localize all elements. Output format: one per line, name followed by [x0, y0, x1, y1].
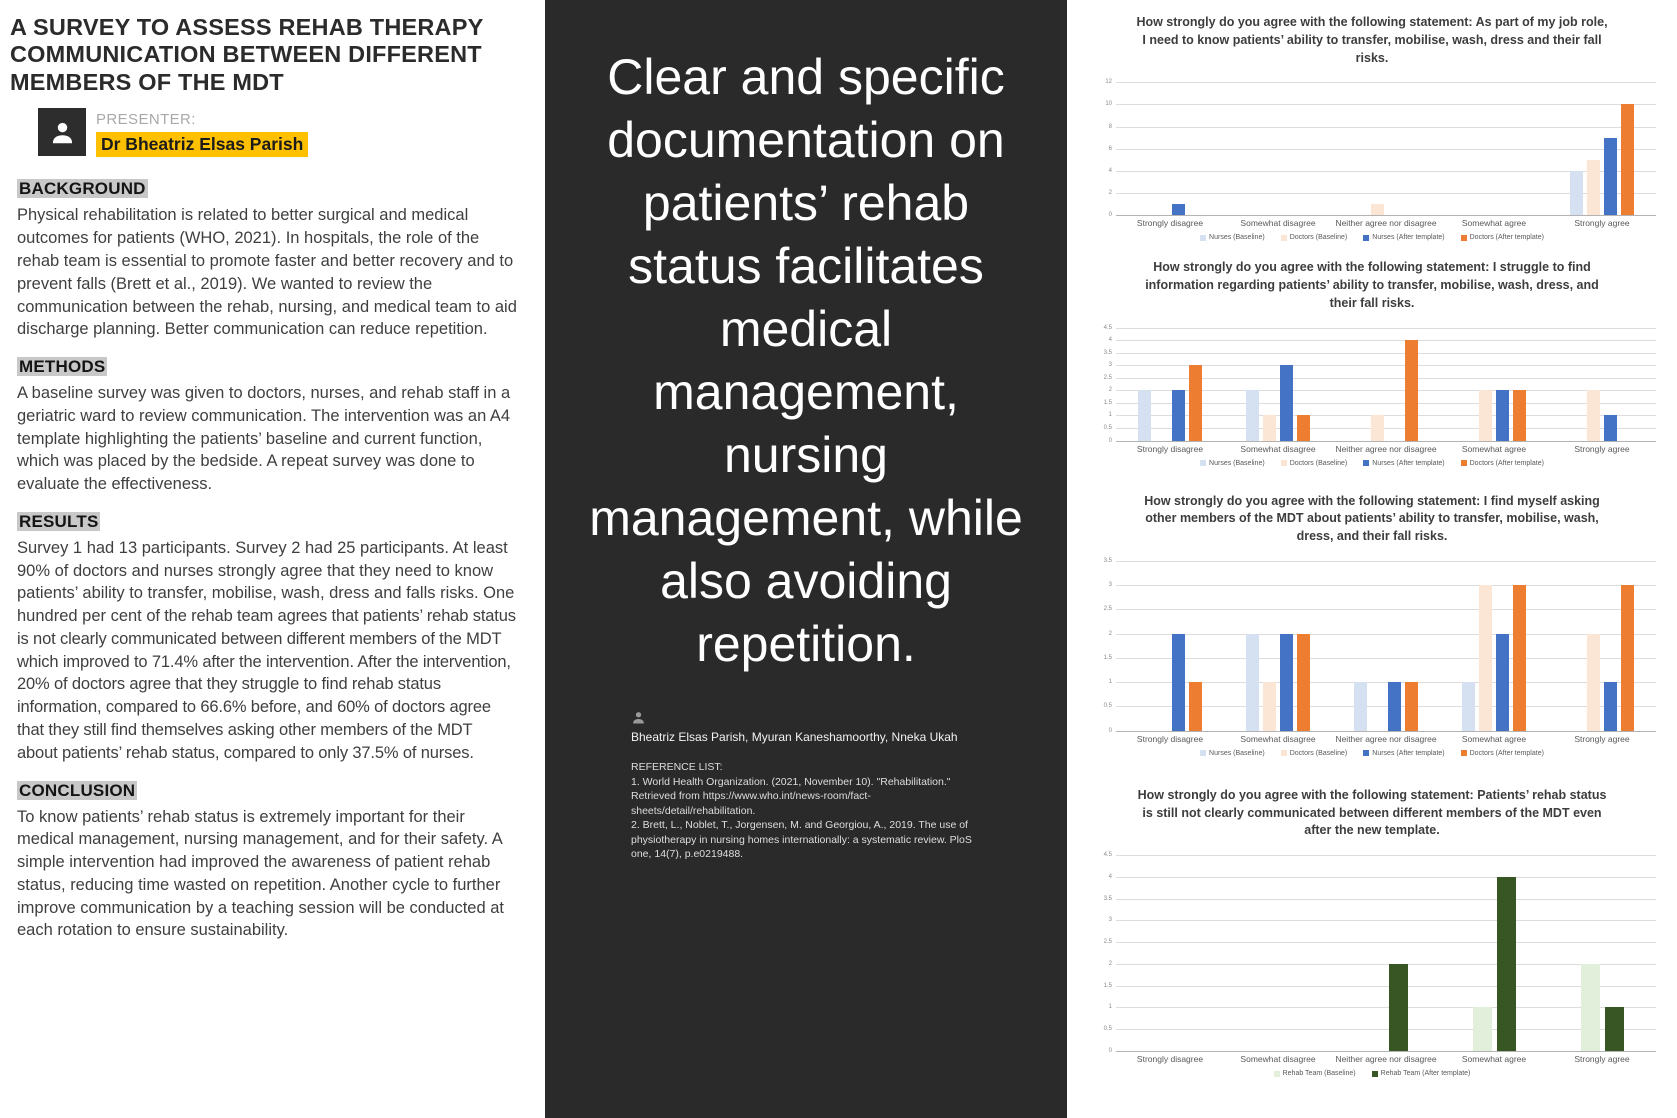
bar	[1621, 585, 1634, 731]
bar-group	[1332, 964, 1440, 1051]
legend-swatch	[1281, 460, 1287, 466]
presenter-block	[38, 108, 519, 157]
presenter-text	[96, 108, 308, 157]
y-axis-tick-label: 0	[1108, 727, 1112, 734]
legend-item	[1461, 460, 1544, 467]
y-axis-tick-label: 0	[1108, 1048, 1112, 1054]
chart-legend	[1078, 460, 1666, 467]
y-axis-tick-label: 0.5	[1103, 703, 1112, 710]
legend-swatch	[1200, 235, 1206, 241]
bar-group	[1332, 340, 1440, 440]
chart-legend	[1078, 1070, 1666, 1077]
bar	[1389, 964, 1408, 1051]
section-body-text: Survey 1 had 13 participants. Survey 2 had 25 participants. At least 90% of doctors and nurses strongly agree that they need to know patients’ ability to transfer, mobilise, wash, dress and falls risks. One hundred per cent	[17, 538, 515, 626]
legend-swatch	[1200, 750, 1206, 756]
bar	[1479, 390, 1492, 440]
legend-swatch	[1200, 460, 1206, 466]
chart-plot-area	[1103, 852, 1656, 1054]
chart-title: How strongly do you agree with the following statement: As part of my job role, I need to know patients’ ability to transfer, mobilise, wash, dress and their fall risks.	[1136, 15, 1608, 65]
bar	[1172, 634, 1185, 731]
x-axis-label: Neither agree nor disagree	[1335, 1054, 1437, 1064]
legend-label: Nurses (Baseline)	[1209, 749, 1265, 757]
legend-label: Nurses (After template)	[1372, 234, 1445, 242]
bar	[1604, 415, 1617, 440]
legend-label: Nurses (Baseline)	[1209, 459, 1265, 467]
legend-label: Nurses (After template)	[1372, 749, 1445, 757]
x-axis-label: Strongly agree	[1574, 733, 1630, 744]
chart-plot-area	[1103, 324, 1656, 444]
legend-item	[1461, 750, 1544, 757]
y-axis-tick-label: 2	[1108, 960, 1112, 967]
legend-label: Doctors (Baseline)	[1289, 459, 1348, 467]
y-axis-tick-label: 10	[1105, 101, 1112, 108]
section-body-text: of the rehab team agrees that patients’ rehab status is not clearly communicated between different members of the MDT which improved to 71.4% after the intervention. After the intervention, 20% of doctors agree that they struggle to find rehab status information, compared to 66.6% before, and 60% of doctors agree that they still find themselves asking other members of the MDT about patients’ rehab status, compared to only 37.5% of nurses.	[17, 607, 516, 762]
legend-label: Nurses (After template)	[1372, 459, 1445, 467]
y-axis-tick-label: 4	[1108, 873, 1112, 880]
bar	[1462, 682, 1475, 731]
reference-item: 1. World Health Organization. (2021, November 10). "Rehabilitation." Retrieved from https://www.who.int/news-room/fact-sheets/detail/rehabilitation.	[631, 775, 951, 817]
reference-item: 2. Brett, L., Noblet, T., Jorgensen, M. and Georgiou, A., 2019. The use of physiotherapy in nursing homes internationally: a systematic review. PloS one, 14(7), p.e0219488.	[631, 819, 972, 861]
x-axis-label: Strongly disagree	[1136, 1054, 1204, 1064]
gridline	[1116, 1051, 1656, 1052]
chart-title: How strongly do you agree with the following statement: I find myself asking other members of the MDT about patients’ ability to transfer, mobilise, wash, dress, and their fall risks.	[1144, 493, 1600, 543]
bar	[1621, 104, 1634, 215]
y-axis-tick-label: 3.5	[1103, 557, 1112, 564]
y-axis-tick-label: 4	[1108, 167, 1112, 174]
legend-item	[1274, 1070, 1356, 1077]
section-body	[17, 806, 517, 943]
section-results	[17, 512, 519, 765]
bar	[1479, 585, 1492, 731]
y-axis-tick-label: 4.5	[1103, 324, 1112, 331]
legend-swatch	[1461, 750, 1467, 756]
y-axis-tick-label: 1	[1108, 679, 1112, 686]
poster-title: A SURVEY TO ASSESS REHAB THERAPY COMMUNICATION BETWEEN DIFFERENT MEMBERS OF THE MDT	[10, 14, 484, 95]
x-axis-label: Neither agree nor disagree	[1335, 443, 1437, 454]
x-axis-labels	[1116, 1054, 1656, 1064]
y-axis-tick-label: 3.5	[1103, 349, 1112, 356]
y-axis-tick-label: 0	[1108, 212, 1112, 219]
y-axis-tick-label: 3.5	[1103, 895, 1112, 902]
legend-swatch	[1363, 750, 1369, 756]
section-body	[17, 204, 517, 341]
x-axis-label: Strongly agree	[1574, 443, 1630, 454]
y-axis-tick-label: 2	[1108, 387, 1112, 394]
x-axis-label: Somewhat agree	[1461, 733, 1527, 744]
bar	[1581, 964, 1600, 1051]
legend-item	[1363, 750, 1444, 757]
y-axis-tick-label: 12	[1105, 79, 1112, 86]
section-body	[17, 537, 517, 765]
x-axis-labels	[1116, 444, 1656, 454]
legend-item	[1363, 234, 1444, 241]
reference-list	[631, 775, 979, 862]
x-axis-label: Neither agree nor disagree	[1335, 218, 1437, 229]
bar	[1354, 682, 1367, 731]
bar	[1405, 340, 1418, 440]
legend-label: Doctors (After template)	[1469, 749, 1544, 757]
y-axis-tick-label: 0.5	[1103, 1026, 1112, 1033]
legend-item	[1281, 750, 1348, 757]
section-body-text: To know patients’ rehab status is extremely important for their medical management, nursing management, and for their safety. A simple intervention had improved the awareness of patient rehab status, reducing time wasted on repetition. Another cycle to further improve communication by a teaching session will be conducted at each rotation to ensure sustainability.	[17, 807, 505, 940]
bar	[1280, 365, 1293, 440]
middle-panel	[545, 0, 1067, 1118]
x-axis-label: Strongly agree	[1574, 1054, 1630, 1064]
legend-item	[1200, 234, 1265, 241]
gridline	[1116, 215, 1656, 216]
y-axis-tick-label: 2.5	[1103, 374, 1112, 381]
bar	[1405, 682, 1418, 731]
x-axis-label: Strongly disagree	[1136, 443, 1204, 454]
section-conclusion	[17, 781, 519, 943]
y-axis-tick-label: 2.5	[1103, 939, 1112, 946]
y-axis-tick-label: 2	[1108, 630, 1112, 637]
bar	[1570, 171, 1583, 215]
bar	[1587, 634, 1600, 731]
bar-group	[1224, 634, 1332, 731]
y-axis-tick-label: 0.5	[1103, 424, 1112, 431]
x-axis-labels	[1116, 218, 1656, 228]
section-body	[17, 382, 517, 496]
bar	[1605, 1007, 1624, 1051]
bar-group	[1548, 585, 1656, 731]
legend-item	[1363, 460, 1444, 467]
bar	[1172, 390, 1185, 440]
bar-group	[1548, 390, 1656, 440]
bar-groups	[1116, 328, 1656, 441]
bar	[1513, 585, 1526, 731]
y-axis-tick-label: 8	[1108, 123, 1112, 130]
y-axis-tick-label: 2.5	[1103, 606, 1112, 613]
bar-groups	[1116, 561, 1656, 731]
chart-3	[1078, 493, 1666, 757]
sections	[10, 179, 519, 942]
legend-item	[1200, 460, 1265, 467]
y-axis-tick-label: 1.5	[1103, 982, 1112, 989]
bar	[1496, 634, 1509, 731]
bar-group	[1548, 104, 1656, 215]
y-axis-tick-label: 3	[1108, 917, 1112, 924]
x-axis-label: Somewhat disagree	[1240, 443, 1316, 454]
legend-swatch	[1372, 1071, 1378, 1077]
bar	[1263, 415, 1276, 440]
x-axis-label: Strongly disagree	[1136, 218, 1204, 229]
legend-swatch	[1274, 1071, 1280, 1077]
bar	[1263, 682, 1276, 731]
section-heading: CONCLUSION	[19, 780, 136, 800]
bar-group	[1116, 204, 1224, 215]
bar-group	[1440, 390, 1548, 440]
chart-legend	[1078, 234, 1666, 241]
chart-title: How strongly do you agree with the following statement: Patients’ rehab status is still not clearly communicated between different members of the MDT even after the new template.	[1137, 787, 1607, 838]
key-statement: Clear and specific documentation on patients’ rehab status facilitates medical management, nursing management, while also avoiding repetition.	[589, 49, 1023, 672]
presenter-label: PRESENTER:	[96, 111, 196, 129]
reference-list-heading: REFERENCE LIST:	[631, 761, 723, 773]
bar	[1189, 682, 1202, 731]
legend-label: Doctors (Baseline)	[1289, 234, 1348, 242]
y-axis-tick-label: 4.5	[1103, 852, 1112, 858]
y-axis-tick-label: 6	[1108, 145, 1112, 152]
bar	[1371, 415, 1384, 440]
y-axis-tick-label: 3	[1108, 582, 1112, 589]
bar-group	[1224, 365, 1332, 440]
y-axis-tick-label: 1.5	[1103, 399, 1112, 406]
section-background	[17, 179, 519, 341]
bar	[1473, 1007, 1492, 1051]
bar	[1587, 160, 1600, 215]
y-axis-tick-label: 1	[1108, 1004, 1112, 1011]
legend-swatch	[1461, 235, 1467, 241]
bar-group	[1332, 204, 1440, 215]
bar-groups	[1116, 82, 1656, 215]
bar	[1371, 204, 1384, 215]
legend-swatch	[1281, 235, 1287, 241]
left-column	[0, 0, 545, 1118]
section-heading: RESULTS	[19, 511, 99, 531]
bar	[1172, 204, 1185, 215]
section-heading: METHODS	[19, 357, 106, 377]
authors-block	[631, 710, 979, 862]
charts-column	[1067, 0, 1677, 1118]
x-axis-label: Somewhat agree	[1461, 1054, 1527, 1064]
bar	[1513, 390, 1526, 440]
x-axis-label: Strongly agree	[1574, 218, 1630, 229]
authors: Bheatriz Elsas Parish, Myuran Kaneshamoorthy, Nneka Ukah	[631, 730, 958, 744]
section-body-text: Physical rehabilitation is related to better surgical and medical outcomes for patients (WHO, 2021). In hospitals, the role of the rehab team is essential to promote faster and better recovery and to prevent falls (Brett et al., 2019). We wanted to review the communication between the rehab, nursing, and medical team to aid discharge planning. Better communication can reduce repetition.	[17, 206, 517, 339]
x-axis-label: Somewhat agree	[1461, 443, 1527, 454]
x-axis-label: Neither agree nor disagree	[1335, 733, 1437, 744]
bar-group	[1440, 877, 1548, 1051]
y-axis-tick-label: 4	[1108, 337, 1112, 344]
legend-label: Doctors (Baseline)	[1289, 749, 1348, 757]
chart-2	[1078, 259, 1666, 466]
bar	[1604, 682, 1617, 731]
bar	[1497, 877, 1516, 1051]
bar	[1280, 634, 1293, 731]
chart-plot-area	[1105, 79, 1656, 219]
chart-legend	[1078, 750, 1666, 757]
bar-group	[1440, 585, 1548, 731]
legend-label: Doctors (After template)	[1469, 459, 1544, 467]
bar	[1496, 390, 1509, 440]
legend-label: Rehab Team (Baseline)	[1282, 1070, 1356, 1077]
legend-item	[1461, 234, 1544, 241]
y-axis-tick-label: 1.5	[1103, 654, 1112, 661]
x-axis-label: Somewhat disagree	[1240, 1054, 1316, 1064]
bar	[1246, 390, 1259, 440]
bar-group	[1116, 365, 1224, 440]
legend-swatch	[1461, 460, 1467, 466]
chart-1	[1078, 14, 1666, 241]
chart-4	[1078, 787, 1666, 1077]
bar	[1138, 390, 1151, 440]
chart-title: How strongly do you agree with the following statement: I struggle to find information regarding patients’ ability to transfer, mobilise, wash, dress, and their fall risks.	[1145, 260, 1599, 310]
legend-item	[1281, 460, 1348, 467]
y-axis-tick-label: 3	[1108, 362, 1112, 369]
legend-swatch	[1281, 750, 1287, 756]
gridline	[1116, 441, 1656, 442]
section-body-text: A baseline survey was given to doctors, nurses, and rehab staff in a geriatric ward to review communication. The intervention was an A4 template highlighting the patients’ baseline and current function, which was placed by the bedside. A repeat survey was done to evaluate the effectiveness.	[17, 384, 511, 494]
bar-groups	[1116, 855, 1656, 1051]
legend-swatch	[1363, 460, 1369, 466]
legend-item	[1281, 234, 1348, 241]
bar	[1246, 634, 1259, 731]
legend-label: Nurses (Baseline)	[1209, 234, 1265, 242]
presenter-name: Dr Bheatriz Elsas Parish	[96, 132, 308, 157]
gridline	[1116, 731, 1656, 732]
legend-label: Doctors (After template)	[1469, 234, 1544, 242]
bar-group	[1116, 634, 1224, 731]
bar	[1388, 682, 1401, 731]
section-methods	[17, 357, 519, 496]
legend-item	[1372, 1070, 1471, 1077]
bar	[1189, 365, 1202, 440]
bar	[1604, 138, 1617, 216]
bar	[1297, 415, 1310, 440]
bar	[1297, 634, 1310, 731]
x-axis-label: Somewhat disagree	[1240, 733, 1316, 744]
avatar	[38, 108, 86, 156]
section-heading: BACKGROUND	[19, 179, 146, 199]
person-icon	[631, 710, 646, 725]
y-axis-tick-label: 1	[1108, 412, 1112, 419]
y-axis-tick-label: 2	[1108, 190, 1112, 197]
x-axis-label: Somewhat disagree	[1240, 218, 1316, 229]
legend-label: Rehab Team (After template)	[1380, 1070, 1471, 1077]
x-axis-label: Strongly disagree	[1136, 733, 1204, 744]
bar-group	[1332, 682, 1440, 731]
person-icon	[49, 119, 76, 146]
legend-swatch	[1363, 235, 1369, 241]
y-axis-tick-label: 0	[1108, 437, 1112, 444]
legend-item	[1200, 750, 1265, 757]
chart-plot-area	[1103, 557, 1656, 734]
bar	[1587, 390, 1600, 440]
x-axis-labels	[1116, 734, 1656, 744]
x-axis-label: Somewhat agree	[1461, 218, 1527, 229]
bar-group	[1548, 964, 1656, 1051]
